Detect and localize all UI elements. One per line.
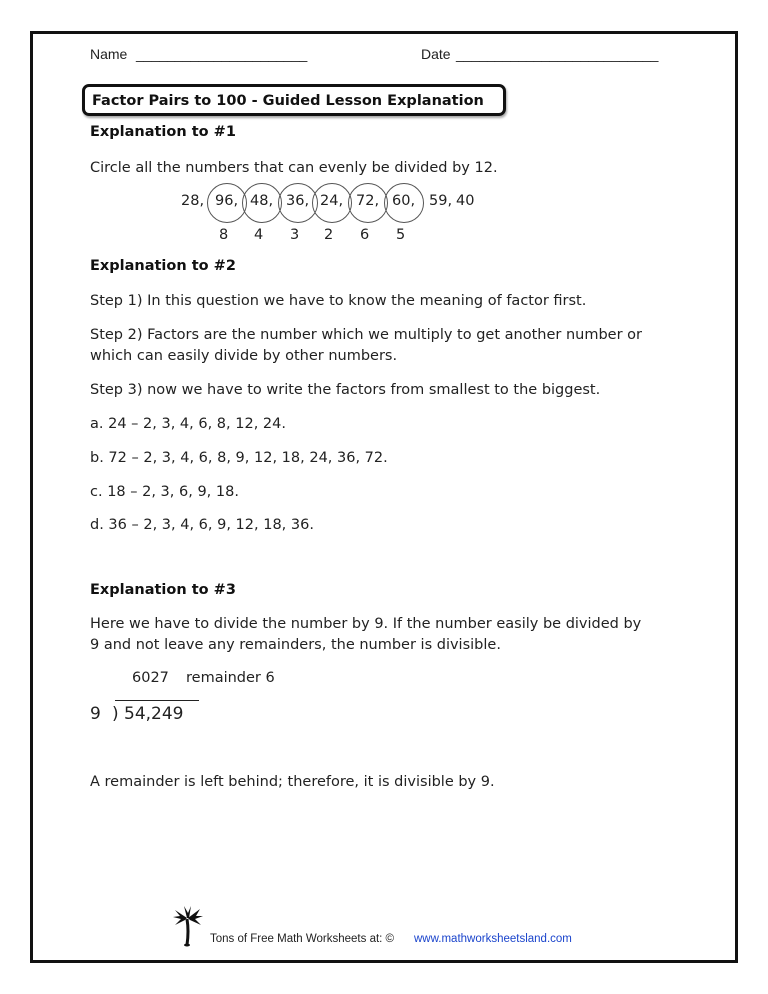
division-bar xyxy=(115,700,199,701)
step-1-text: Step 1) In this question we have to know the meaning of factor first. xyxy=(90,293,587,309)
quotient-60: 5 xyxy=(396,227,406,243)
explanation-2-heading: Explanation to #2 xyxy=(90,258,236,274)
page-title: Factor Pairs to 100 - Guided Lesson Explanation xyxy=(92,93,484,109)
number-59: 59, xyxy=(429,193,453,209)
quotient-24: 2 xyxy=(324,227,334,243)
number-28: 28, xyxy=(181,193,205,209)
quotient-48: 4 xyxy=(254,227,264,243)
name-label: Name xyxy=(90,46,128,62)
division-dividend: 54,249 xyxy=(124,704,184,724)
explanation-3-heading: Explanation to #3 xyxy=(90,582,236,598)
quotient-36: 3 xyxy=(290,227,300,243)
footer-text: Tons of Free Math Worksheets at: © xyxy=(210,933,395,945)
quotient-72: 6 xyxy=(360,227,370,243)
quotient-96: 8 xyxy=(219,227,229,243)
step-2-text-line-2: which can easily divide by other numbers. xyxy=(90,348,398,364)
division-remainder: remainder 6 xyxy=(186,670,275,686)
circle-24 xyxy=(312,183,352,223)
answer-b: b. 72 – 2, 3, 4, 6, 8, 9, 12, 18, 24, 36, 72. xyxy=(90,450,388,466)
footer-link[interactable]: www.mathworksheetsland.com xyxy=(414,933,572,945)
number-96: 96, xyxy=(215,193,239,209)
explanation-1-heading: Explanation to #1 xyxy=(90,124,236,140)
date-label: Date xyxy=(421,46,451,62)
circle-60 xyxy=(384,183,424,223)
number-36: 36, xyxy=(286,193,310,209)
number-72: 72, xyxy=(356,193,380,209)
explanation-3-text-line-2: 9 and not leave any remainders, the number is divisible. xyxy=(90,637,501,653)
palm-tree-icon xyxy=(172,905,204,947)
circle-96 xyxy=(207,183,247,223)
step-3-text: Step 3) now we have to write the factors from smallest to the biggest. xyxy=(90,382,601,398)
explanation-3-conclusion: A remainder is left behind; therefore, it is divisible by 9. xyxy=(90,774,495,790)
number-40: 40 xyxy=(456,193,475,209)
answer-a: a. 24 – 2, 3, 4, 6, 8, 12, 24. xyxy=(90,416,286,432)
number-60: 60, xyxy=(392,193,416,209)
date-field[interactable]: __________________________ xyxy=(456,46,659,62)
answer-d: d. 36 – 2, 3, 4, 6, 9, 12, 18, 36. xyxy=(90,517,314,533)
title-box xyxy=(82,84,506,116)
division-divisor: 9 xyxy=(90,704,101,724)
explanation-3-text-line-1: Here we have to divide the number by 9. If the number easily be divided by xyxy=(90,616,642,632)
step-2-text-line-1: Step 2) Factors are the number which we multiply to get another number or xyxy=(90,327,642,343)
division-bracket: ) xyxy=(112,704,119,724)
circle-72 xyxy=(348,183,388,223)
name-field[interactable]: ______________________ xyxy=(136,46,308,62)
answer-c: c. 18 – 2, 3, 6, 9, 18. xyxy=(90,484,239,500)
circle-48 xyxy=(242,183,282,223)
division-quotient: 6027 xyxy=(132,670,169,686)
number-24: 24, xyxy=(320,193,344,209)
explanation-1-instruction: Circle all the numbers that can evenly be divided by 12. xyxy=(90,160,498,176)
number-48: 48, xyxy=(250,193,274,209)
